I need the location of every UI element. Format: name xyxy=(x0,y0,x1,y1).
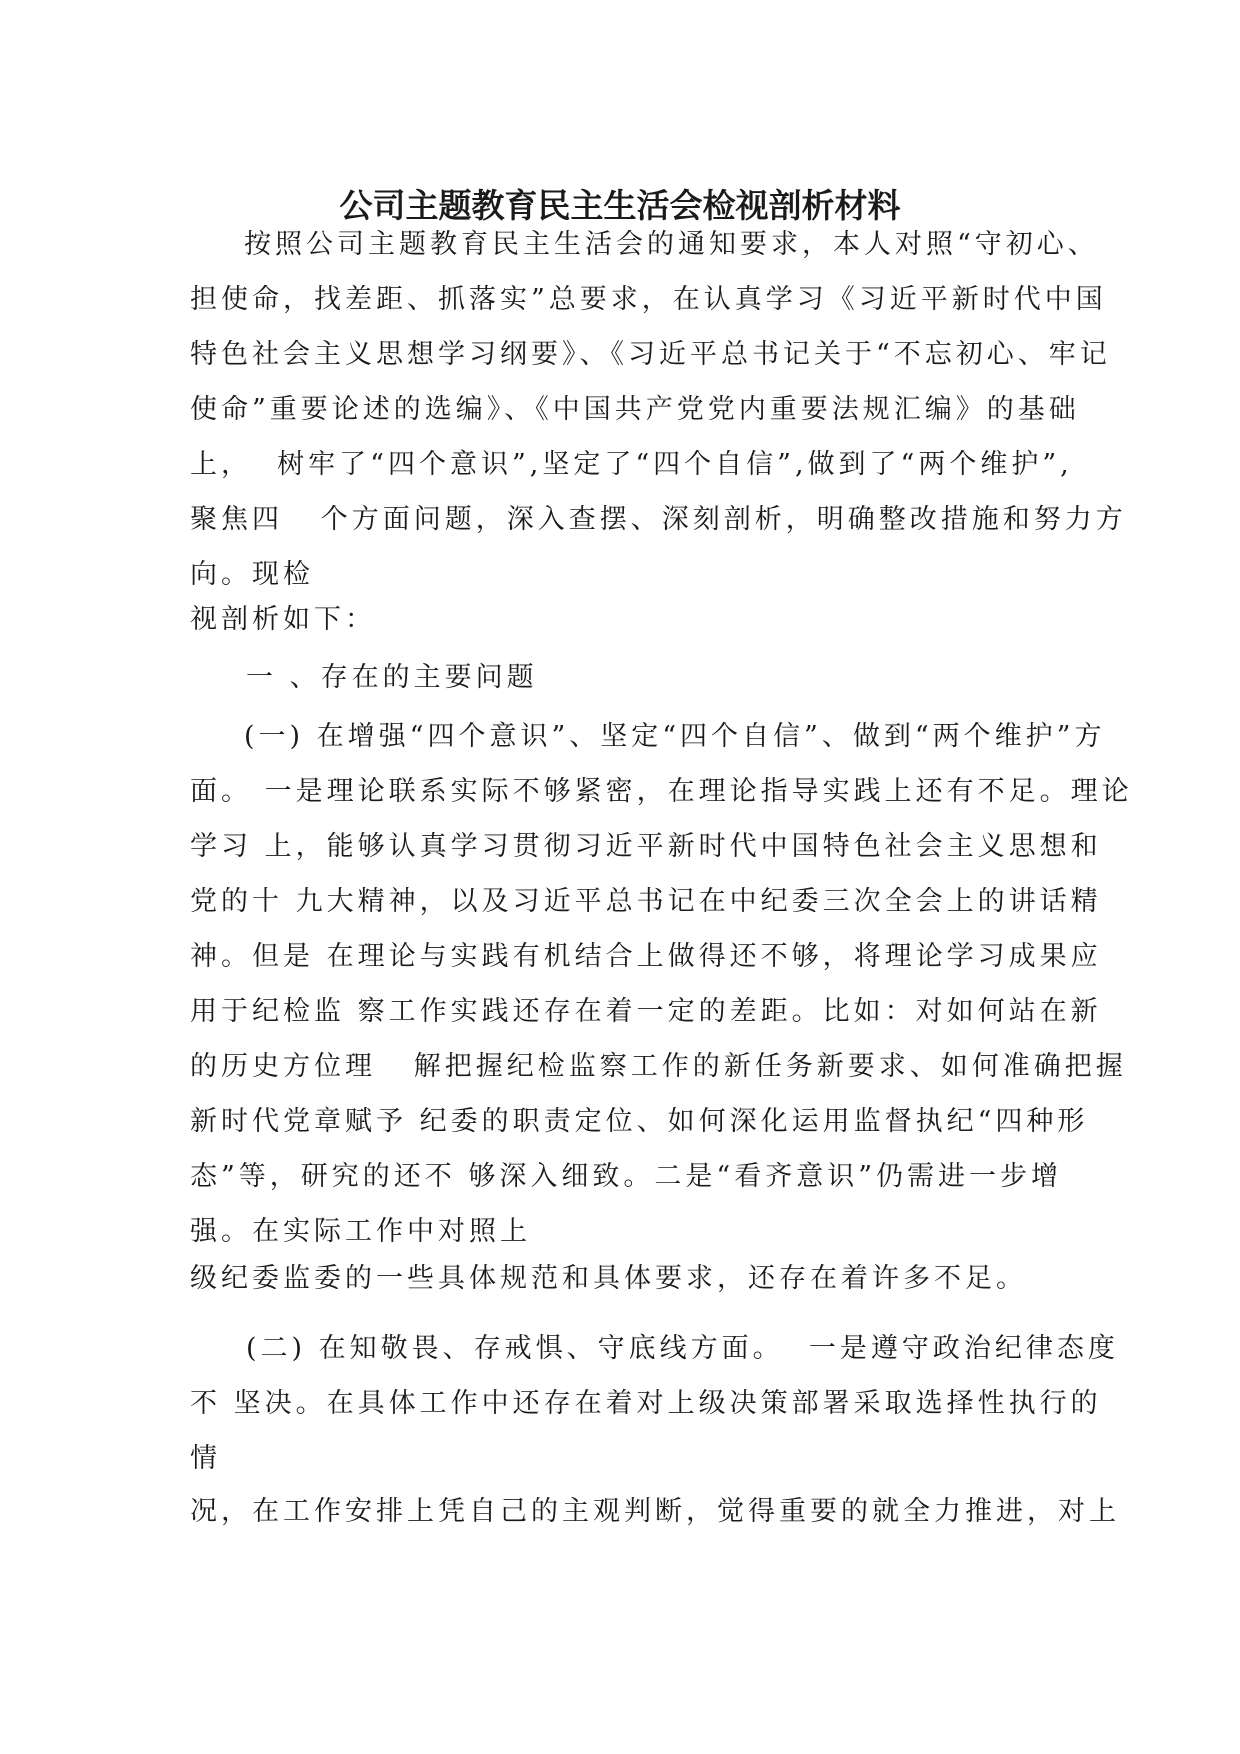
paragraph-line: 按照公司主题教育民主生活会的通知要求，本人对照“守初心、 xyxy=(244,229,1099,260)
paragraph-line: 担使命，找差距、抓落实”总要求，在认真学习《习近平新时代中国 xyxy=(190,284,1107,315)
paragraph-line: 聚焦四 个方面问题，深入查摆、深刻剖析，明确整改措施和努力方 xyxy=(190,504,1127,535)
paragraph-line: 用于纪检监 察工作实践还存在着一定的差距。比如：对如何站在新 xyxy=(190,996,1102,1027)
paragraph-line: 党的十 九大精神，以及习近平总书记在中纪委三次全会上的讲话精 xyxy=(190,886,1102,917)
paragraph-line: 特色社会主义思想学习纲要》、《习近平总书记关于“不忘初心、牢记 xyxy=(190,339,1111,370)
paragraph-line: 强。在实际工作中对照上 xyxy=(190,1216,531,1247)
paragraph-line: 学习 上，能够认真学习贯彻习近平新时代中国特色社会主义思想和 xyxy=(190,831,1102,862)
paragraph-line: 况，在工作安排上凭自己的主观判断，觉得重要的就全力推进，对上 xyxy=(190,1496,1120,1527)
subsection-heading: (二) 在知敬畏、存戒惧、守底线方面。 一是遵守政治纪律态度 xyxy=(246,1333,1119,1364)
paragraph-line: 视剖析如下： xyxy=(190,604,376,635)
paragraph-line: 情 xyxy=(190,1443,221,1474)
paragraph-line: 神。但是 在理论与实践有机结合上做得还不够，将理论学习成果应 xyxy=(190,941,1102,972)
paragraph-line: 不 坚决。在具体工作中还存在着对上级决策部署采取选择性执行的 xyxy=(190,1388,1102,1419)
paragraph-line: 态”等，研究的还不 够深入细致。二是“看齐意识”仍需进一步增 xyxy=(190,1161,1062,1192)
paragraph-line: 向。现检 xyxy=(190,559,314,590)
paragraph-line: 新时代党章赋予 纪委的职责定位、如何深化运用监督执纪“四种形 xyxy=(190,1106,1089,1137)
paragraph-line: 使命”重要论述的选编》、《中国共产党党内重要法规汇编》的基础 xyxy=(190,394,1080,425)
paragraph-line: 面。 一是理论联系实际不够紧密，在理论指导实践上还有不足。理论 xyxy=(190,776,1133,807)
paragraph-line: 上， 树牢了“四个意识”,坚定了“四个自信”,做到了“两个维护”, xyxy=(190,449,1073,480)
document-title: 公司主题教育民主生活会检视剖析材料 xyxy=(339,186,901,225)
paragraph-line: 级纪委监委的一些具体规范和具体要求，还存在着许多不足。 xyxy=(190,1263,1027,1294)
paragraph-line: 的历史方位理 解把握纪检监察工作的新任务新要求、如何准确把握 xyxy=(190,1051,1127,1082)
subsection-heading: (一) 在增强“四个意识”、坚定“四个自信”、做到“两个维护”方 xyxy=(244,721,1106,752)
section-heading: 一 、存在的主要问题 xyxy=(246,662,538,693)
